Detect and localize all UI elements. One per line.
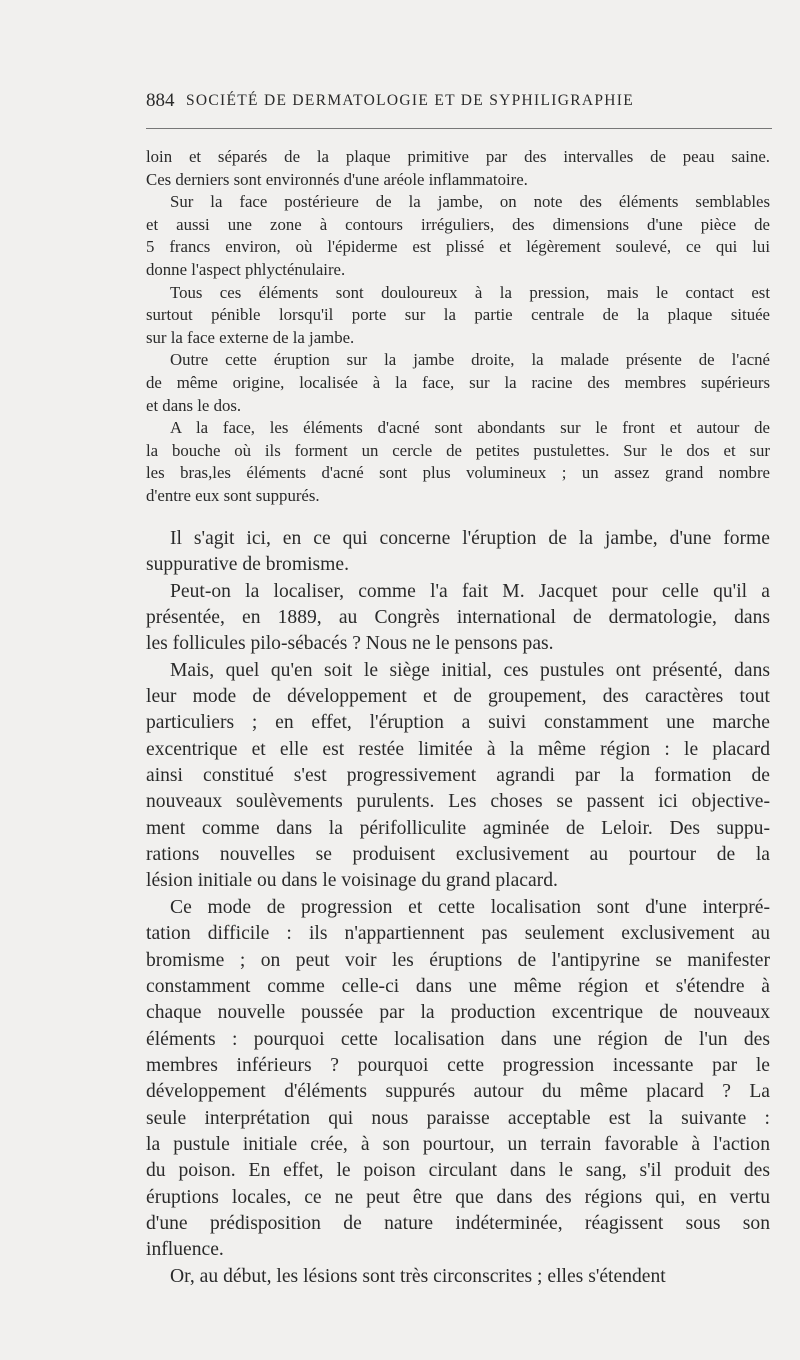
text-line: bromisme ; on peut voir les éruptions de l'antipyrine se manifester — [146, 949, 770, 971]
text-line: éruptions locales, ce ne peut être que dans des régions qui, en vertu — [146, 1186, 770, 1208]
text-line: sur la face externe de la jambe. — [146, 327, 355, 347]
text-line: Tous ces éléments sont douloureux à la pression, mais le contact est — [170, 282, 770, 302]
text-line: A la face, les éléments d'acné sont abondants sur le front et autour de — [170, 418, 770, 438]
text-line: Outre cette éruption sur la jambe droite, la malade présente de l'acné — [170, 350, 770, 370]
text-line: seule interprétation qui nous paraisse acceptable est la suivante : — [146, 1107, 770, 1129]
paragraph — [146, 417, 770, 507]
text-line: d'entre eux sont suppurés. — [146, 485, 320, 505]
text-line: ainsi constitué s'est progressivement agrandi par la formation de — [146, 765, 770, 787]
text-line: et dans le dos. — [146, 395, 242, 415]
paragraph — [146, 895, 770, 1264]
paragraph — [146, 349, 770, 417]
text-line: Sur la face postérieure de la jambe, on note des éléments semblables — [170, 192, 770, 212]
text-line: suppurative de bromisme. — [146, 554, 349, 576]
text-line: d'une prédisposition de nature indéterminée, réagissent sous son — [146, 1212, 770, 1234]
text-line: la bouche où ils forment un cercle de petites pustulettes. Sur le dos et sur — [146, 440, 770, 460]
paragraph — [146, 146, 770, 191]
body-section-main-text — [146, 526, 770, 1290]
text-line: du poison. En effet, le poison circulant dans le sang, s'il produit des — [146, 1160, 770, 1182]
paragraph — [146, 191, 770, 281]
paragraph — [146, 526, 770, 579]
paragraph — [146, 658, 770, 895]
text-line: éléments : pourquoi cette localisation dans une région de l'un des — [146, 1028, 770, 1050]
text-line: excentrique et elle est restée limitée à la même région : le placard — [146, 738, 770, 760]
body-section-small-type — [146, 146, 770, 508]
text-line: surtout pénible lorsqu'il porte sur la partie centrale de la plaque située — [146, 305, 770, 325]
text-line: et aussi une zone à contours irréguliers, des dimensions d'une pièce de — [146, 214, 770, 234]
paragraph — [146, 579, 770, 658]
text-line: de même origine, localisée à la face, sur la racine des membres supérieurs — [146, 372, 770, 392]
text-line: développement d'éléments suppurés autour du même placard ? La — [146, 1081, 770, 1103]
text-line: les follicules pilo-sébacés ? Nous ne le pensons pas. — [146, 633, 554, 655]
text-line: membres inférieurs ? pourquoi cette progression incessante par le — [146, 1054, 770, 1076]
text-line: la pustule initiale crée, à son pourtour, un terrain favorable à l'action — [146, 1133, 770, 1155]
text-line: tation difficile : ils n'appartiennent pas seulement exclusivement au — [146, 923, 770, 945]
text-line: constamment comme celle-ci dans une même région et s'étendre à — [146, 975, 770, 997]
text-line: influence. — [146, 1239, 224, 1261]
text-line: leur mode de développement et de groupement, des caractères tout — [146, 686, 770, 708]
text-line: lésion initiale ou dans le voisinage du grand placard. — [146, 870, 558, 892]
text-line: Ces derniers sont environnés d'une aréole inflammatoire. — [146, 169, 528, 189]
text-line: nouveaux soulèvements purulents. Les choses se passent ici objective- — [146, 791, 770, 813]
text-line: rations nouvelles se produisent exclusivement au pourtour de la — [146, 844, 770, 866]
text-line: Il s'agit ici, en ce qui concerne l'éruption de la jambe, d'une forme — [170, 528, 770, 549]
text-line: ment comme dans la périfolliculite agminée de Leloir. Des suppu- — [146, 817, 770, 839]
page-number: 884 — [146, 90, 175, 111]
text-line: Mais, quel qu'en soit le siège initial, ces pustules ont présenté, dans — [170, 659, 770, 681]
paragraph — [146, 1264, 770, 1290]
text-line: loin et séparés de la plaque primitive par des intervalles de peau saine. — [146, 147, 770, 166]
text-line: particuliers ; en effet, l'éruption a suivi constamment une marche — [146, 712, 770, 734]
text-line: chaque nouvelle poussée par la production excentrique de nouveaux — [146, 1002, 770, 1024]
paragraph — [146, 282, 770, 350]
text-line: Ce mode de progression et cette localisation sont d'une interpré- — [170, 896, 770, 918]
text-line: les bras,les éléments d'acné sont plus volumineux ; un assez grand nombre — [146, 463, 770, 483]
text-line: donne l'aspect phlycténulaire. — [146, 259, 346, 279]
header-rule — [146, 128, 772, 129]
running-title: SOCIÉTÉ DE DERMATOLOGIE ET DE SYPHILIGRAPHIE — [186, 92, 634, 109]
text-line: Or, au début, les lésions sont très circonscrites ; elles s'étendent — [170, 1265, 666, 1287]
page-header — [146, 90, 746, 120]
text-line: 5 francs environ, où l'épiderme est plissé et légèrement soulevé, ce qui lui — [146, 237, 770, 257]
text-line: Peut-on la localiser, comme l'a fait M. Jacquet pour celle qu'il a — [170, 580, 770, 602]
text-line: présentée, en 1889, au Congrès international de dermatologie, dans — [146, 607, 770, 629]
